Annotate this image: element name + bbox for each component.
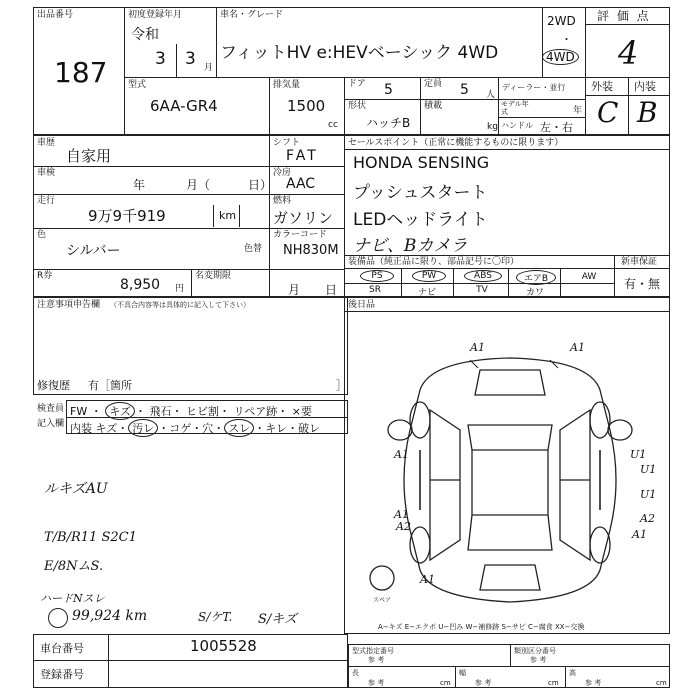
diagram-mark-4: U1 [630,448,647,461]
sales-point-1: HONDA SENSING [353,153,490,172]
doors-value: 5 [384,82,393,98]
recycle-unit: 円 [175,284,185,294]
capacity-unit: 人 [486,90,496,100]
sales-point-4: ナビ、Bカメラ [353,236,468,256]
displacement-value: 1500 [287,97,326,115]
sales-point-3: LEDヘッドライト [353,210,488,230]
hand-note-3: E/8NムS. [44,559,104,574]
inspector-label-1: 検査員 [37,404,65,414]
handle-label: ハンドル [501,121,533,130]
recycle-label: R券 [37,271,53,281]
interior-value: B [637,96,658,129]
diagram-mark-1: A1 [470,341,485,354]
exterior-value: C [597,96,619,129]
equipment-label: 装備品（純正品に限り、部品記号に〇印） [348,257,520,267]
first-reg-month-unit: 月 [204,63,214,73]
shift-label: シフト [273,138,301,148]
equip-aw: AW [581,272,597,282]
rear-box-label: 後日品 [348,300,376,310]
hand-note-5: 99,924 km [72,608,148,624]
equip-abs: ABS [464,270,502,282]
car-damage-diagram [360,340,660,632]
body-shape-value: ハッチB [366,116,411,130]
chassis-label: 車台番号 [40,642,84,655]
height-ref: 参 考 [585,679,602,687]
drive-2wd: 2WD [547,14,576,28]
first-reg-era: 令和 [131,27,159,43]
load-label: 積載 [424,101,443,111]
diagram-mark-8: A2 [396,520,411,533]
handle-value: 左・右 [540,121,573,134]
lot-number: 187 [54,56,108,89]
newcar-warranty-label: 新車保証 [621,257,658,267]
capacity-label: 定員 [424,79,443,89]
diagram-mark-10: A1 [632,528,647,541]
history-label: 車歴 [37,138,56,148]
equip-navi: ナビ [417,288,436,298]
inspector-row-1: FW ・ キズ ・ 飛石・ ヒビ割・ リペア跡・ ×要 [70,402,312,420]
inspection-label: 車検 [37,168,56,178]
ac-value: AAC [286,176,316,192]
interior-label: 内装 [634,80,656,93]
equip-airbag: エアB [516,270,556,285]
model-name-label: 車名・グレード [220,10,284,20]
sales-points-label: セールスポイント（正常に機能するものに限ります） [348,138,564,148]
fuel-value: ガソリン [273,209,334,227]
equip-leather: カワ [525,288,544,298]
category-label: 類別区分番号 [514,647,556,655]
name-change-day: 日 [325,283,338,297]
repair-value: 有［箇所 [88,379,132,392]
designation-ref: 参 考 [368,656,385,664]
equip-tv: TV [476,285,488,295]
sales-point-2: プッシュスタート [353,183,488,203]
circled-mark [48,608,68,628]
first-reg-month: 3 [185,49,196,69]
drive-4wd: 4WD [542,49,579,65]
chassis-value: 1005528 [190,637,257,655]
first-reg-year: 3 [155,49,166,69]
model-name-value: フィットHV e:HEVベーシック 4WD [220,43,499,63]
mileage-value: 9万9千919 [88,207,166,225]
body-shape-label: 形状 [348,101,367,111]
history-value: 自家用 [66,147,112,165]
spare-label: スペア [373,597,392,604]
name-change-month: 月 [288,283,301,297]
repair-close: ］ [336,379,347,392]
model-year-label: モデル年式 [501,100,529,116]
hand-note-4: ハードNスレ [40,592,105,605]
width-ref: 参 考 [475,679,492,687]
color-label: 色 [37,230,47,240]
length-unit: cm [440,679,451,687]
capacity-value: 5 [460,82,469,98]
damage-legend: A−キズ E−エクボ U−凹み W−補修跡 S−サビ C−腐食 XX−交換 [378,623,585,631]
displacement-unit: cc [328,120,338,130]
drive-dot: ・ [561,33,572,46]
lot-label: 出品番号 [37,10,74,20]
color-value: シルバー [66,243,121,259]
newcar-warranty-value: 有・無 [624,277,661,291]
color-code-label: カラーコード [273,230,328,240]
diagram-mark-11: A1 [420,573,435,586]
equip-pw: PW [412,270,446,282]
hand-note-1: ルキズAU [44,481,108,497]
category-ref: 参 考 [530,656,547,664]
height-label: 高 [569,669,576,677]
inspection-day: 日） [248,178,273,192]
inspector-row-2: 内装 キズ・ 汚レ ・コゲ・穴・ スレ ・キレ・破レ [70,419,320,437]
fuel-label: 燃料 [273,196,292,206]
color-change-label: 色替 [244,244,263,254]
hand-note-7: S/キズ [258,612,298,627]
equip-ps: PS [360,270,394,282]
exterior-label: 外装 [591,80,613,93]
notes-frame [33,297,348,395]
displacement-label: 排気量 [273,80,301,90]
length-ref: 参 考 [368,679,385,687]
inspection-year: 年 [133,178,146,192]
hand-note-2: T/B/R11 S2C1 [44,530,137,545]
notes-label: 注意事項申告欄 [37,300,101,310]
inspection-month: 月（ [186,178,211,192]
model-code-value: 6AA-GR4 [150,97,218,115]
model-code-label: 型式 [128,80,147,90]
mileage-label: 走行 [37,196,56,206]
repair-label: 修復歴 [37,379,70,392]
first-reg-label: 初度登録年月 [128,10,183,20]
reg-no-label: 登録番号 [40,668,84,681]
shift-value: FAT [286,148,319,164]
color-code-value: NH830M [283,243,339,258]
notes-sublabel: （不具合内容等は具体的に記入して下さい） [110,301,250,309]
recycle-value: 8,950 [120,277,161,293]
hand-note-6: S/ケT. [198,610,233,624]
diagram-mark-7: A1 [394,508,409,521]
doors-label: ドア [348,79,366,89]
inspector-label-2: 記入欄 [37,419,65,429]
diagram-mark-2: A1 [570,341,585,354]
diagram-mark-5: U1 [640,463,657,476]
width-unit: cm [548,679,559,687]
equip-sr: SR [369,285,381,295]
diagram-mark-9: A2 [640,512,655,525]
load-unit: kg [487,122,498,132]
diagram-mark-6: U1 [640,488,657,501]
length-label: 長 [352,669,359,677]
height-unit: cm [656,679,667,687]
grade-value: 4 [618,34,639,72]
grade-label: 評 価 点 [597,9,651,23]
model-year-unit: 年 [573,106,583,116]
ac-label: 冷房 [273,168,292,178]
mileage-unit: km [219,209,237,222]
dealer-label: ディーラー・並行 [502,83,566,92]
diagram-mark-3: A1 [394,448,409,461]
name-change-label: 名変期限 [195,271,232,281]
width-label: 幅 [459,669,466,677]
designation-label: 型式指定番号 [352,647,394,655]
